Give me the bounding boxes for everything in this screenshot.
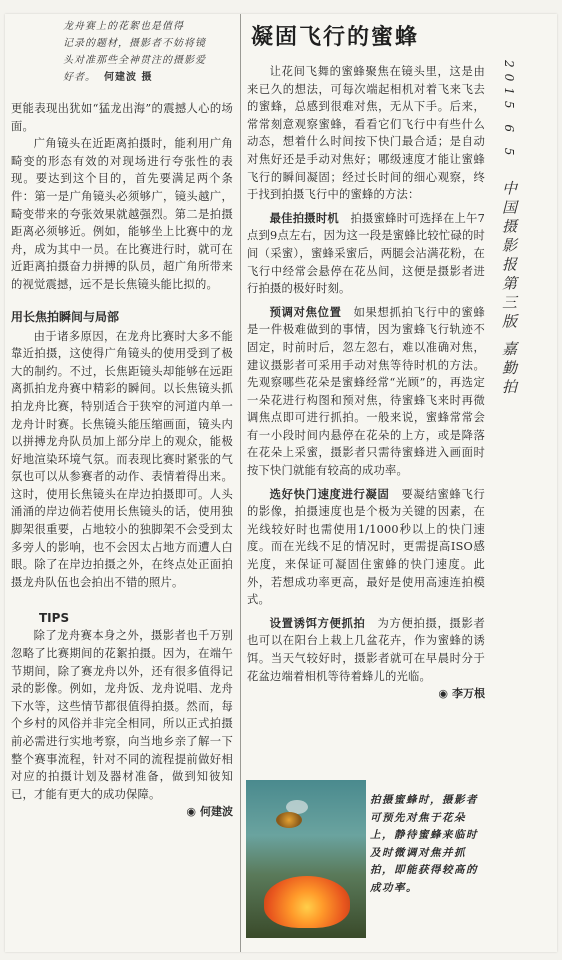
section-heading: 最佳拍摄时机 <box>269 211 339 225</box>
flower-shape <box>264 876 350 928</box>
tips-paragraph: 除了龙舟赛本身之外，摄影者也千万别忽略了比赛期间的花絮拍摄。因为，在端午节期间，除了赛龙舟以外，还有很多值得记录的影像。例如，龙舟饭、龙舟说唱、龙舟下水等，这些情节都很值得拍摄。然而，每个乡村的风俗并非完全相同，所以正式拍摄前必需进行实地考察，向当地乡亲了解一下整个赛事流程，针对不同的流程提前做好相对应的拍摄计划及器材准备，做到知彼知已，才能有更大的成功保障。 <box>11 629 233 801</box>
left-column <box>11 18 233 819</box>
photo-caption-top <box>11 18 233 86</box>
section-text: 拍摄蜜蜂时可选择在上午7点到9点左右，因为这一段是蜜蜂比较忙碌的时间（采蜜），蜜蜂采蜜后，两腿会沾满花粉，在飞行中经常会悬停在花丛间，这便是摄影者进行拍摄的极好时刻。 <box>247 211 486 296</box>
column-divider <box>240 14 241 952</box>
caption-line: 记录的题材，摄影者不妨将镜 <box>63 38 206 49</box>
bee-shape <box>276 812 302 828</box>
tips-heading: TIPS <box>39 611 70 626</box>
handwritten-date: 2015 6 5 <box>502 60 516 162</box>
article-headline: 凝固飞行的蜜蜂 <box>251 25 420 50</box>
section-prefocus <box>247 304 485 480</box>
bee-photo-caption: 拍摄蜜蜂时，摄影者可预先对焦于花朵上，静待蜜蜂来临时及时微调对焦并抓拍，即能获得较高的成功率。 <box>370 794 478 894</box>
wide-angle-paragraph: 广角镜头在近距离拍摄时，能利用广角畸变的形态有效的对现场进行夸张性的表现。要达到这个目的，首先要满足两个条件：第一是广角镜头必须够广，镜头越广，畸变带来的夸张效果就越强烈。第二是拍摄距离必须够近。例如，能够坐上比赛中的龙舟，成为其中一员。在比赛进行时，就可在近距离拍摄奋力拼搏的队员，超广角所带来的视觉震撼，远不是长焦镜头能比拟的。 <box>11 137 233 291</box>
article-author: 李万根 <box>452 687 485 701</box>
section-text: 为方便拍摄，摄影者也可以在阳台上栽上几盆花卉，作为蜜蜂的诱饵。当天气较好时，摄影者就可在早晨时分于花盆边端着相机等待着蜂儿的光临。 <box>247 616 485 683</box>
right-column <box>247 18 485 701</box>
caption-line: 龙舟赛上的花絮也是值得 <box>63 21 184 32</box>
tips-author: 何建波 <box>200 805 233 819</box>
section-heading: 选好快门速度进行凝固 <box>269 487 390 501</box>
telephoto-paragraph: 由于诸多原因，在龙舟比赛时大多不能靠近拍摄，这使得广角镜头的使用受到了极大的制约。不过，长焦距镜头却能够在远距离抓拍龙舟赛中精彩的瞬间。以长焦镜头抓拍龙舟比赛，特别适合于狭窄的河道内单一龙舟计时赛。长焦镜头能压缩画面，镜头内以拼搏龙舟队员加上部分岸上的观众，能极好地渲染环境气氛。而表现比赛时紧张的气氛也可以从参赛者的动作、表情着得出来。这时，使用长焦镜头在岸边拍摄即可。人头涌涌的岸边倘若使用长焦镜头的话，使用独脚架很重要，占地较小的独脚架不会受到太多旁人的影响，也不会因太占地方而遭人白眼。除了在岸边拍摄之外，在终点处正面拍摄龙舟队伍也会拍出不错的照片。 <box>11 329 233 589</box>
tips-byline <box>11 803 233 819</box>
section-text: 要凝结蜜蜂飞行的影像，拍摄速度也是个极为关键的因素，在光线较好时也需使用1/1000秒以上的快门速度。而在光线不足的情况时，更需提高ISO感光度，来保证可凝固住蜜蜂的快门速度。此外，若想成功率更高，最好是使用高速连拍模式。 <box>247 487 485 607</box>
section-shutter-speed <box>247 486 485 609</box>
section-heading-telephoto: 用长焦拍瞬间与局部 <box>11 309 120 324</box>
section-best-timing <box>247 210 485 298</box>
caption-line: 头对准那些全神贯注的摄影爱 <box>63 55 206 66</box>
byline-mark-icon: ◉ <box>186 805 196 819</box>
section-text: 如果想抓拍飞行中的蜜蜂是一件极难做到的事情，因为蜜蜂飞行轨迹不固定，时前时后，忽左忽右，难以准确对焦，建议摄影者可采用手动对焦等待时机的方法。先观察哪些花朵是蜜蜂经常“光顾”的，再选定一朵花进行构图和预对焦，待蜜蜂飞来时再微调焦点即可进行抓拍。一般来说，蜜蜂常常会有一小段时间内悬停在花朵的上方，或是降落在花朵上采蜜，摄影者只需待蜜蜂进入画面时按下快门就能有较高的成功率。 <box>247 305 486 478</box>
lead-paragraph: 让花间飞舞的蜜蜂聚焦在镜头里，这是由来已久的想法，可每次端起相机对着飞来飞去的蜜蜂，总感到很难对焦，无从下手。后来，常常刻意观察蜜蜂，看看它们飞行中有些什么动态，想着什么时间按下快门最合适；是自动对焦好还是手动对焦好；哪级速度才能让蜜蜂飞行的瞬间凝固；经过长时间的细心观察，终于找到拍摄飞行中的蜜蜂的方法： <box>247 65 485 202</box>
section-bait <box>247 615 485 685</box>
byline-mark-icon: ◉ <box>438 687 448 701</box>
caption-line <box>63 69 233 86</box>
article-byline <box>247 685 485 701</box>
section-heading: 设置诱饵方便抓拍 <box>269 616 366 630</box>
intro-paragraph: 更能表现出犹如“猛龙出海”的震撼人心的场面。 <box>11 102 233 133</box>
caption-line-end: 好者。 <box>63 72 96 83</box>
section-heading: 预调对焦位置 <box>269 305 342 319</box>
caption-byline: 何建波 摄 <box>104 72 153 83</box>
bee-photo <box>246 780 366 938</box>
handwritten-source: 中国摄影报第三版 嘉勤拍 <box>500 180 518 398</box>
handwritten-note <box>494 60 520 398</box>
